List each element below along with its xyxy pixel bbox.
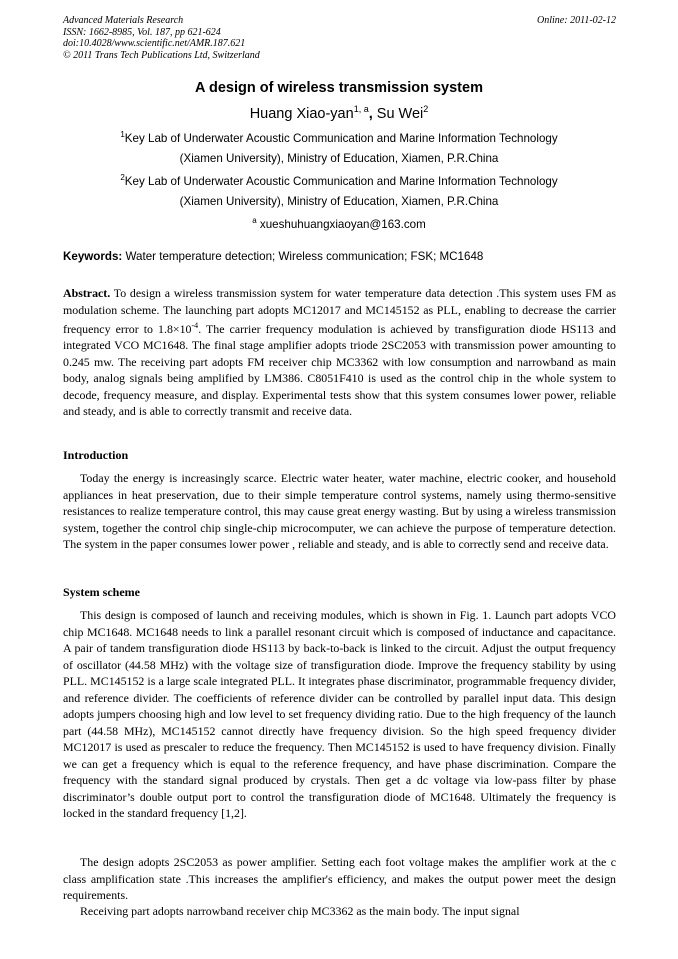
- keywords-text: Water temperature detection; Wireless communication; FSK; MC1648: [125, 250, 484, 263]
- section-heading-system-scheme: System scheme: [63, 585, 140, 599]
- email-line: [0, 216, 678, 231]
- abstract-text: To design a wireless transmission system for water temperature data detection .This system uses FM as modulation scheme. The launching part adopts MC12017 and MC145152 as PLL, enabling to decrease the carrier frequency error to 1.8×10: [63, 286, 616, 336]
- abstract-label: Abstract.: [63, 286, 111, 300]
- affiliation-marker: 1: [120, 130, 125, 139]
- issn-line: ISSN: 1662-8985, Vol. 187, pp 621-624: [63, 26, 221, 38]
- affiliation-2-line1: [0, 173, 678, 188]
- system-scheme-paragraph-3: Receiving part adopts narrowband receiver chip MC3362 as the main body. The input signal: [80, 904, 520, 918]
- author-superscript: 1, a: [353, 104, 369, 114]
- journal-name: Advanced Materials Research: [63, 15, 184, 26]
- affiliation-1-line1: [0, 130, 678, 145]
- doi-line: doi:10.4028/www.scientific.net/AMR.187.621: [63, 38, 246, 49]
- affiliation-marker: 2: [120, 173, 125, 182]
- email-address: xueshuhuangxiaoyan@163.com: [259, 217, 426, 231]
- online-date: Online: 2011-02-12: [537, 15, 616, 26]
- author-name: Huang Xiao-yan: [249, 105, 354, 122]
- author-separator: ,: [368, 105, 377, 122]
- introduction-paragraph: Today the energy is increasingly scarce. Electric water heater, water machine, electric cooker, and household appliances in heat preservation, due to their simple temperature control systems, namely using thermo-sensitive resistances to realize temperature control, this may cause great energy wasting. But by using a wireless transmission system, together the control chip single-chip microcomputer, we can achieve the purpose of temperature detection. The system in the paper consumes lower power , reliable and steady, and is able to correctly send and receive data.: [63, 471, 616, 551]
- copyright-line: © 2011 Trans Tech Publications Ltd, Switzerland: [63, 49, 260, 61]
- keywords-line: [63, 250, 616, 263]
- abstract-paragraph: [63, 285, 616, 420]
- affiliation-text: Key Lab of Underwater Acoustic Communication and Marine Information Technology: [124, 131, 558, 145]
- system-scheme-paragraph-1: This design is composed of launch and receiving modules, which is shown in Fig. 1. Launch part adopts VCO chip MC1648. MC1648 needs to link a parallel resonant circuit which is composed of inductance and capacitance. A pair of tandem transfiguration diode HS113 by back-to-back is linked to the circuit. Adjust the output frequency of oscillator (44.58 MHz) with the voltage size of transfiguration diode. Improve the frequency stability by using PLL. MC145152 is a large scale integrated PLL. It integrates phase discriminator, programmable frequency divider, and reference divider. The coefficients of reference divider can be controlled by parallel input data. This design adopts jumpers choosing high and low level to set frequency dividing ratio. Due to the high frequency of the launch part (44.58 MHz), MC145152 cannot directly have frequency division. So the high speed frequency divider MC12017 is used as prescaler to reduce the frequency. Then MC145152 is used to have frequency division. Finally we can get a frequency which is equal to the reference frequency, and have phase discrimination. Compare the frequency with the standard signal produced by crystals. Then get a dc voltage via low-pass filter by phase discriminator’s double output port to control the transfiguration diode of MC1648. Ultimately the frequency is locked in the standard frequency [1,2].: [63, 608, 616, 820]
- journal-header: [63, 15, 616, 61]
- author-name: Su Wei: [376, 105, 424, 122]
- keywords-label: Keywords:: [63, 250, 123, 263]
- system-scheme-paragraph-2: The design adopts 2SC2053 as power amplifier. Setting each foot voltage makes the amplifier work at the c class amplification state .This increases the amplifier's efficiency, and makes the output power meet the design requirements.: [63, 855, 616, 902]
- abstract-exponent: -4: [191, 321, 199, 330]
- author-superscript: 2: [423, 104, 429, 114]
- author-line: [0, 104, 678, 122]
- abstract-text: . The carrier frequency modulation is achieved by transfiguration diode HS113 and integrated VCO MC1648. The final stage amplifier adopts triode 2SC2053 with transmission power amounting to 0.245 mw. The receiving part adopts FM receiver chip MC3362 with low consumption and narrowband as main body, analog signals being amplified by LM386. C8051F410 is used as the control chip in the whole system to decode, frequency measure, and display. Experimental tests show that this system consumes lower power, reliable and steady, and is able to correctly transmit and receive data.: [63, 321, 616, 419]
- affiliation-2-line2: (Xiamen University), Ministry of Education, Xiamen, P.R.China: [179, 195, 499, 208]
- affiliation-text: Key Lab of Underwater Acoustic Communication and Marine Information Technology: [124, 174, 558, 188]
- section-heading-introduction: Introduction: [63, 448, 129, 462]
- affiliation-1-line2: (Xiamen University), Ministry of Education, Xiamen, P.R.China: [179, 152, 499, 165]
- email-marker: a: [252, 216, 257, 225]
- paper-title: A design of wireless transmission system: [195, 80, 483, 96]
